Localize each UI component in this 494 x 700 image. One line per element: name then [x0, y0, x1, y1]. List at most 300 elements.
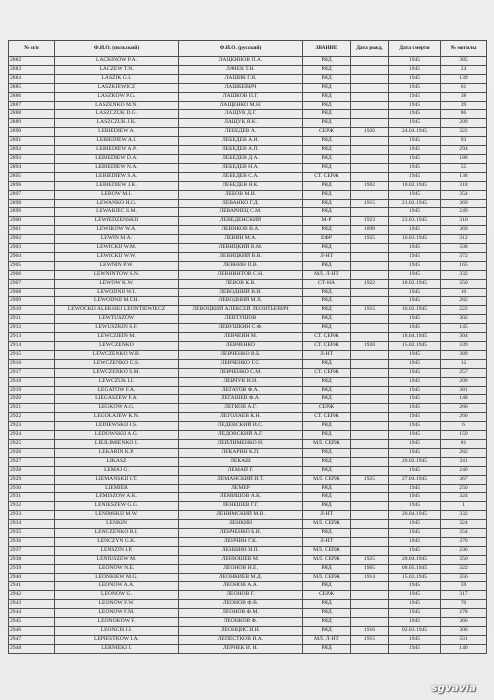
table-row [9, 235, 487, 244]
table-row [9, 128, 487, 137]
cell-birth-date [351, 119, 389, 128]
cell-death-date: 1945 [389, 404, 441, 413]
cell-birth-date: 1905 [351, 564, 389, 573]
cell-name-polish: LERNIEKI I. [55, 644, 179, 653]
cell-name-russian: ЛЕОНОВ А.А. [179, 582, 303, 591]
cell-birth-date: 1920 [351, 342, 389, 351]
cell-death-date: 1945 [389, 422, 441, 431]
cell-number: 2941 [9, 582, 55, 591]
cell-rank: РЯД [303, 582, 351, 591]
cell-birth-date [351, 146, 389, 155]
cell-grave-number: 209 [441, 119, 487, 128]
cell-death-date: 1945 [389, 618, 441, 627]
cell-death-date: 1945 [389, 413, 441, 422]
cell-number: 2916 [9, 359, 55, 368]
cell-number: 2890 [9, 128, 55, 137]
table-row [9, 119, 487, 128]
cell-grave-number: 236 [441, 546, 487, 555]
cell-name-polish: LEWICKIJ W.M. [55, 244, 179, 253]
cell-death-date: 18.02.1945 [389, 181, 441, 190]
cell-rank: ЕФР [303, 235, 351, 244]
cell-rank: РЯД [303, 493, 351, 502]
cell-rank: СТ. СЕРЖ [303, 413, 351, 422]
cell-grave-number: 367 [441, 475, 487, 484]
cell-number: 2925 [9, 439, 55, 448]
burial-register-table [8, 40, 487, 654]
cell-grave-number: 372 [441, 252, 487, 261]
cell-name-russian: ЛЕВОВ К.В. [179, 279, 303, 288]
cell-name-russian: ЛЕВОЦКИЙ АЛЕКСЕЙ ЛЕОНТЬЕВИЧ [179, 306, 303, 315]
cell-name-polish: LENSZIN I.P. [55, 546, 179, 555]
cell-rank: Л-НТ [303, 252, 351, 261]
cell-number: 2888 [9, 110, 55, 119]
cell-name-polish: LEDIEWSKIJ I.S. [55, 422, 179, 431]
cell-grave-number: 70 [441, 600, 487, 609]
cell-rank: РЯД [303, 65, 351, 74]
cell-number: 2934 [9, 520, 55, 529]
table-row [9, 199, 487, 208]
cell-name-russian: ЛЕВЧЕИН М. [179, 333, 303, 342]
cell-rank: РЯД [303, 377, 351, 386]
cell-birth-date [351, 172, 389, 181]
cell-number: 2939 [9, 564, 55, 573]
table-row [9, 413, 487, 422]
cell-name-russian: ЛЕОНЦИС И.И. [179, 627, 303, 636]
cell-rank: РЯД [303, 154, 351, 163]
cell-name-russian: ЛЕВЧЕНКО Г.С. [179, 359, 303, 368]
cell-birth-date [351, 350, 389, 359]
cell-number: 2935 [9, 529, 55, 538]
cell-name-polish: LEPIESTKOW I.A. [55, 635, 179, 644]
cell-grave-number: 332 [441, 270, 487, 279]
cell-birth-date [351, 591, 389, 600]
cell-name-russian: ЛЕБЕДЕВ Н.А. [179, 163, 303, 172]
cell-death-date: 1945 [389, 101, 441, 110]
cell-birth-date: 1898 [351, 226, 389, 235]
cell-number: 2944 [9, 609, 55, 618]
cell-number: 2938 [9, 555, 55, 564]
cell-grave-number: 294 [441, 146, 487, 155]
table-row [9, 644, 487, 653]
cell-grave-number: 6 [441, 422, 487, 431]
cell-rank: РЯД [303, 208, 351, 217]
cell-rank: РЯД [303, 529, 351, 538]
cell-grave-number: 317 [441, 591, 487, 600]
cell-birth-date [351, 110, 389, 119]
cell-grave-number: 338 [441, 244, 487, 253]
cell-grave-number: 139 [441, 74, 487, 83]
cell-grave-number: 385 [441, 57, 487, 66]
cell-birth-date [351, 297, 389, 306]
cell-rank: РЯД [303, 101, 351, 110]
header-birth-date: Дата рожд. [351, 41, 389, 57]
cell-number: 2902 [9, 235, 55, 244]
cell-death-date: 1945 [389, 324, 441, 333]
cell-birth-date: 1902 [351, 181, 389, 190]
cell-name-russian: ЛЕБЕДЕВ Д.А. [179, 154, 303, 163]
cell-number: 2906 [9, 270, 55, 279]
cell-number: 2933 [9, 511, 55, 520]
cell-rank: РЯД [303, 466, 351, 475]
cell-number: 2920 [9, 395, 55, 404]
cell-name-polish: LASZKIEWICZ [55, 83, 179, 92]
cell-number: 2889 [9, 119, 55, 128]
cell-birth-date: 1923 [351, 217, 389, 226]
cell-number: 2946 [9, 627, 55, 636]
table-row [9, 101, 487, 110]
cell-name-russian: ЛЕОНОВ Н.Е. [179, 564, 303, 573]
cell-death-date: 1945 [389, 600, 441, 609]
cell-death-date: 08.05.1945 [389, 564, 441, 573]
cell-name-polish: LEONOKOW F. [55, 618, 179, 627]
cell-number: 2894 [9, 163, 55, 172]
cell-grave-number: 366 [441, 618, 487, 627]
cell-rank: РЯД [303, 110, 351, 119]
cell-death-date: 20.04.1945 [389, 511, 441, 520]
table-row [9, 74, 487, 83]
cell-rank: Л-НТ [303, 511, 351, 520]
cell-rank: Л-НТ [303, 350, 351, 359]
cell-birth-date [351, 537, 389, 546]
cell-grave-number: 257 [441, 368, 487, 377]
cell-birth-date [351, 582, 389, 591]
cell-death-date: 1945 [389, 288, 441, 297]
cell-name-russian: ЛЕМИШОВ А.К. [179, 493, 303, 502]
cell-birth-date [351, 137, 389, 146]
cell-birth-date [351, 520, 389, 529]
cell-number: 2922 [9, 413, 55, 422]
cell-name-russian: ЛЕВЧЕНКО [179, 342, 303, 351]
cell-rank: РЯД [303, 627, 351, 636]
cell-name-russian: ЛЕВОДНИЙ М.Х. [179, 297, 303, 306]
header-rank: ЗВАНИЕ [303, 41, 351, 57]
cell-name-russian: ЛЕБОВ М.И. [179, 190, 303, 199]
cell-name-russian: ЛЕНЧИН Г.К. [179, 537, 303, 546]
cell-number: 2913 [9, 333, 55, 342]
cell-grave-number: 222 [441, 306, 487, 315]
cell-number: 2897 [9, 190, 55, 199]
cell-birth-date [351, 644, 389, 653]
cell-death-date: 1945 [389, 502, 441, 511]
cell-name-russian: ЛЕДЕВСКИЙ И.С. [179, 422, 303, 431]
cell-name-polish: LIEJLIMIENKO I. [55, 439, 179, 448]
cell-name-russian: ЛЕВТУШОВ [179, 315, 303, 324]
cell-birth-date [351, 101, 389, 110]
cell-birth-date [351, 190, 389, 199]
cell-number: 2898 [9, 199, 55, 208]
cell-name-russian: ЛЕДОВСКИЙ А.Г. [179, 431, 303, 440]
cell-death-date: 1945 [389, 591, 441, 600]
cell-death-date: 1945 [389, 92, 441, 101]
table-row [9, 386, 487, 395]
cell-death-date: 1945 [389, 529, 441, 538]
cell-grave-number: 61 [441, 83, 487, 92]
table-row [9, 368, 487, 377]
cell-birth-date: 1926 [351, 128, 389, 137]
cell-birth-date [351, 368, 389, 377]
cell-number: 2903 [9, 244, 55, 253]
cell-death-date: 1945 [389, 261, 441, 270]
cell-number: 2893 [9, 154, 55, 163]
cell-birth-date [351, 422, 389, 431]
cell-name-polish: LASZIK G.I. [55, 74, 179, 83]
cell-rank: РЯД [303, 422, 351, 431]
cell-name-polish: LEBIEDIEW D.A. [55, 154, 179, 163]
cell-death-date: 16.02.1945 [389, 306, 441, 315]
cell-name-polish: LEBIEDIEW S.A. [55, 172, 179, 181]
cell-name-russian: ЛАЧЕВ Т.Н. [179, 65, 303, 74]
cell-number: 2929 [9, 475, 55, 484]
cell-name-russian: ЛЕНЕШЕВ Г.Г. [179, 502, 303, 511]
table-row [9, 146, 487, 155]
cell-name-polish: LEWOCKIJ ALEKSIEJ LEONTIEWIECZ [55, 306, 179, 315]
cell-death-date: 1945 [389, 644, 441, 653]
cell-name-russian: ЛЕНИМСКИЙ М.В. [179, 511, 303, 520]
cell-death-date: 1945 [389, 546, 441, 555]
cell-name-polish: LEWIKOW W.A. [55, 226, 179, 235]
cell-rank: РЯД [303, 315, 351, 324]
cell-name-polish: LEWOW K.W. [55, 279, 179, 288]
cell-birth-date [351, 386, 389, 395]
cell-name-russian: ЛЕМАЙ Г. [179, 466, 303, 475]
cell-name-polish: LEWCZUK I.I. [55, 377, 179, 386]
table-row [9, 57, 487, 66]
cell-number: 2945 [9, 618, 55, 627]
cell-name-russian: ЛЕОНОВ Ф.В. [179, 600, 303, 609]
cell-name-russian: ЛЕВНИНТОВ С.Н. [179, 270, 303, 279]
cell-birth-date [351, 546, 389, 555]
header-name-polish: Ф.И.О. (польский) [55, 41, 179, 57]
cell-birth-date [351, 57, 389, 66]
table-row [9, 288, 487, 297]
cell-death-date: 21.02.1945 [389, 199, 441, 208]
table-header [9, 41, 487, 57]
cell-grave-number: 381 [441, 386, 487, 395]
table-row [9, 359, 487, 368]
cell-name-russian: ЛЕБЕДЕВ А. [179, 128, 303, 137]
cell-birth-date [351, 529, 389, 538]
cell-birth-date: 1925 [351, 555, 389, 564]
cell-grave-number: 278 [441, 609, 487, 618]
cell-grave-number: 322 [441, 564, 487, 573]
cell-name-russian: ЛЕНКИН [179, 520, 303, 529]
cell-rank: РЯД [303, 457, 351, 466]
table-row [9, 448, 487, 457]
cell-name-polish: LEONOW N.E. [55, 564, 179, 573]
cell-rank: РЯД [303, 74, 351, 83]
cell-birth-date [351, 154, 389, 163]
cell-name-polish: LIEGASZEW F.A. [55, 395, 179, 404]
watermark-logo: sgvavia [431, 683, 476, 694]
cell-grave-number: 369 [441, 226, 487, 235]
cell-death-date: 1945 [389, 395, 441, 404]
cell-grave-number: 1 [441, 502, 487, 511]
cell-grave-number: 341 [441, 457, 487, 466]
cell-grave-number: 306 [441, 627, 487, 636]
table-row [9, 591, 487, 600]
table-row [9, 484, 487, 493]
cell-death-date: 27.04.1945 [389, 475, 441, 484]
cell-rank: РЯД [303, 359, 351, 368]
table-row [9, 333, 487, 342]
cell-name-polish: LEONOW G. [55, 591, 179, 600]
table-row [9, 431, 487, 440]
cell-death-date: 1945 [389, 110, 441, 119]
cell-name-polish: LASZCZUK D.G. [55, 110, 179, 119]
cell-name-polish: LACKINOW P.A. [55, 57, 179, 66]
cell-death-date: 16.03.1945 [389, 235, 441, 244]
cell-death-date: 23.03.1945 [389, 217, 441, 226]
cell-name-russian: ЛЕБЕДЕВ А.П. [179, 146, 303, 155]
cell-birth-date [351, 270, 389, 279]
table-row [9, 110, 487, 119]
cell-rank: РЯД [303, 644, 351, 653]
cell-death-date: 1945 [389, 439, 441, 448]
cell-grave-number: 59 [441, 582, 487, 591]
table-row [9, 297, 487, 306]
cell-name-polish: LEONOW F.M. [55, 609, 179, 618]
table-row [9, 137, 487, 146]
cell-death-date: 1945 [389, 582, 441, 591]
table-row [9, 154, 487, 163]
cell-name-russian: ЛЕВИКОВ В.А. [179, 226, 303, 235]
cell-death-date: 1945 [389, 493, 441, 502]
cell-name-polish: LEGATOW F.A. [55, 386, 179, 395]
cell-name-russian: ЛЕВАНКО Г.Д. [179, 199, 303, 208]
cell-name-polish: LEWTUSZOW [55, 315, 179, 324]
cell-name-polish: LEWCZENKO G.S. [55, 359, 179, 368]
cell-name-polish: LEWCZENKO [55, 342, 179, 351]
cell-name-russian: ЛАЩУК Д.Г. [179, 110, 303, 119]
cell-death-date: 1945 [389, 315, 441, 324]
cell-rank: РЯД [303, 324, 351, 333]
cell-number: 2904 [9, 252, 55, 261]
table-row [9, 618, 487, 627]
cell-number: 2910 [9, 306, 55, 315]
cell-grave-number: 86 [441, 110, 487, 119]
cell-name-russian: ЛЕВАРИЕЦ С.М. [179, 208, 303, 217]
cell-grave-number: 331 [441, 635, 487, 644]
table-row [9, 270, 487, 279]
cell-name-polish: LEWCZIEIN M. [55, 333, 179, 342]
cell-name-polish: LEMAJ G. [55, 466, 179, 475]
cell-name-polish: LEWCZENKO S.M. [55, 368, 179, 377]
cell-rank: РЯД [303, 226, 351, 235]
cell-death-date: 1945 [389, 466, 441, 475]
cell-death-date: 15.02.1945 [389, 342, 441, 351]
cell-rank: РЯД [303, 163, 351, 172]
cell-number: 2884 [9, 74, 55, 83]
cell-name-polish: LENCZYN G.K. [55, 537, 179, 546]
table-row [9, 244, 487, 253]
cell-name-russian: ЛЕОНКИЕВ М.Д. [179, 573, 303, 582]
cell-grave-number: 370 [441, 537, 487, 546]
cell-number: 2918 [9, 377, 55, 386]
cell-name-polish: LIEMANSKIJ I.T. [55, 475, 179, 484]
cell-rank: СЕРЖ [303, 591, 351, 600]
cell-name-polish: LEWICKIJ W.W. [55, 252, 179, 261]
table-row [9, 511, 487, 520]
cell-rank: МЛ. Л-НТ [303, 635, 351, 644]
cell-rank: СЕРЖ [303, 128, 351, 137]
cell-name-russian: ЛЕВОДНИЙ В.И. [179, 288, 303, 297]
table-row [9, 493, 487, 502]
cell-grave-number: 369 [441, 199, 487, 208]
cell-rank: РЯД [303, 600, 351, 609]
cell-birth-date [351, 448, 389, 457]
cell-number: 2936 [9, 537, 55, 546]
cell-name-polish: LEBIEDIEW A. [55, 128, 179, 137]
cell-number: 2914 [9, 342, 55, 351]
cell-grave-number: 356 [441, 573, 487, 582]
cell-rank: РЯД [303, 190, 351, 199]
cell-birth-date [351, 74, 389, 83]
cell-grave-number: 310 [441, 217, 487, 226]
cell-grave-number: 12 [441, 359, 487, 368]
cell-death-date: 1945 [389, 65, 441, 74]
table-row [9, 315, 487, 324]
cell-number: 2919 [9, 386, 55, 395]
cell-name-polish: LENIUSZEW M. [55, 555, 179, 564]
cell-grave-number: 318 [441, 181, 487, 190]
cell-grave-number: 389 [441, 350, 487, 359]
table-row [9, 190, 487, 199]
cell-name-polish: LIKASZ [55, 457, 179, 466]
cell-birth-date [351, 404, 389, 413]
cell-name-polish: LEBOW M.I. [55, 190, 179, 199]
cell-birth-date [351, 315, 389, 324]
cell-grave-number: 148 [441, 395, 487, 404]
cell-grave-number: 350 [441, 555, 487, 564]
cell-grave-number: 324 [441, 520, 487, 529]
cell-grave-number: 312 [441, 235, 487, 244]
cell-number: 2908 [9, 288, 55, 297]
cell-death-date: 1945 [389, 537, 441, 546]
cell-name-polish: LEWODNII W.I. [55, 288, 179, 297]
cell-birth-date: 1915 [351, 635, 389, 644]
cell-death-date: 02.03.1945 [389, 627, 441, 636]
table-row [9, 350, 487, 359]
table-row [9, 92, 487, 101]
cell-death-date: 1945 [389, 119, 441, 128]
table-row [9, 537, 487, 546]
cell-death-date: 1945 [389, 386, 441, 395]
cell-name-russian: ЛЕНЧЕНКО Б.И. [179, 529, 303, 538]
cell-name-polish: LEWUSZKIN S.F. [55, 324, 179, 333]
header-death-date: Дата смерти [389, 41, 441, 57]
table-row [9, 466, 487, 475]
cell-death-date: 1945 [389, 74, 441, 83]
cell-name-polish: LEGKOW A.G. [55, 404, 179, 413]
cell-rank: РЯД [303, 181, 351, 190]
cell-death-date: 1945 [389, 252, 441, 261]
cell-death-date: 1945 [389, 172, 441, 181]
cell-birth-date [351, 484, 389, 493]
cell-death-date: 18.04.1945 [389, 333, 441, 342]
cell-name-russian: ЛЕВИН М.А. [179, 235, 303, 244]
cell-grave-number: 302 [441, 315, 487, 324]
cell-name-polish: LENKIN [55, 520, 179, 529]
cell-name-russian: ЛАШКОВ П.Г. [179, 92, 303, 101]
cell-birth-date: 1925 [351, 235, 389, 244]
table-row [9, 252, 487, 261]
table-row [9, 529, 487, 538]
cell-number: 2905 [9, 261, 55, 270]
cell-rank: МЛ. СЕРЖ [303, 520, 351, 529]
cell-rank: РЯД [303, 297, 351, 306]
cell-number: 2940 [9, 573, 55, 582]
cell-grave-number: 140 [441, 644, 487, 653]
